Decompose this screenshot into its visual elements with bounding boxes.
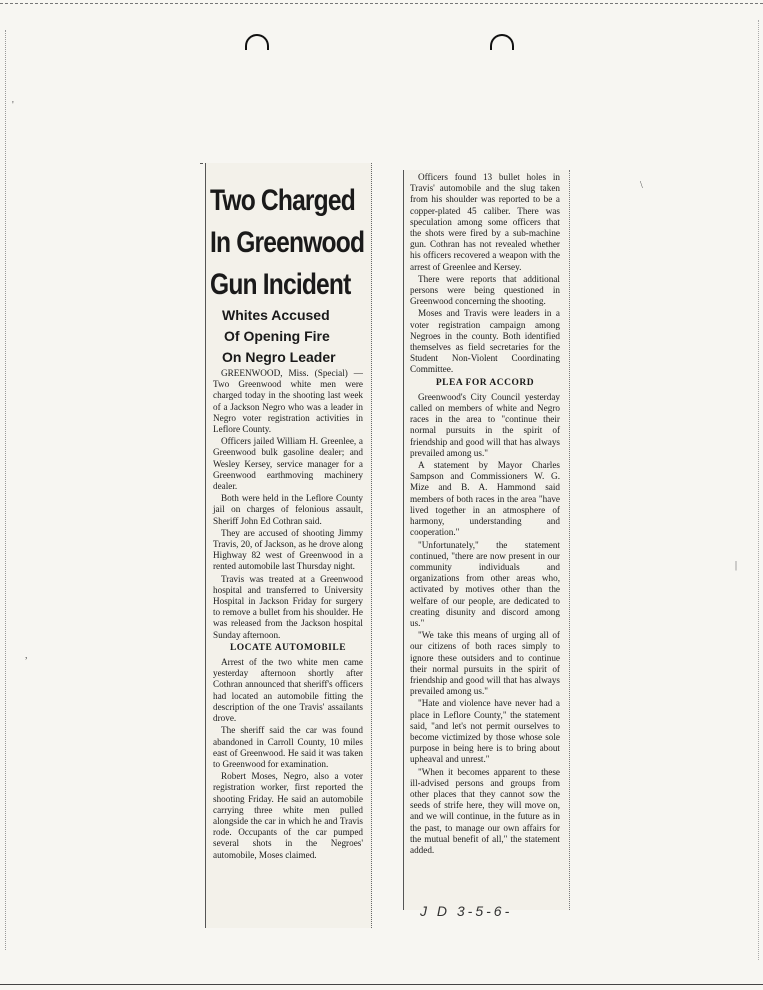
headline-line: In Greenwood [210, 226, 365, 259]
paragraph: They are accused of shooting Jimmy Travis, 20, of Jackson, as he drove along Highway 82 west of Greenwood in a rented automobile last Thursday night. [213, 527, 363, 572]
paragraph: A statement by Mayor Charles Sampson and Commissioners W. G. Mize and B. A. Hammond said members of both races in the area "have lived together in an atmosphere of harmony, understanding and cooperation." [410, 460, 560, 538]
paragraph: GREENWOOD, Miss. (Special) —Two Greenwood white men were charged today in the shooting last week of a Jackson Negro who was a leader in Negro voter registration activities in Leflore County. [213, 368, 363, 435]
scan-speck: \ [640, 180, 643, 191]
punch-hole-left [245, 34, 269, 50]
page-top-edge [0, 3, 763, 4]
subheadline-deck [222, 305, 362, 368]
article-body-left [213, 368, 363, 862]
paragraph: Travis was treated at a Greenwood hospital and transferred to University Hospital in Jackson Friday for surgery to remove a bullet from his shoulder. He was released from the Jackson hospital Sunday afternoon. [213, 573, 363, 640]
paragraph: Both were held in the Leflore County jail on charges of felonious assault, Sheriff John Ed Cothran said. [213, 493, 363, 526]
paragraph: Greenwood's City Council yesterday called on members of white and Negro races in the area to "continue their normal pursuits in the spirit of friendship and good will that has always prevailed among us." [410, 391, 560, 458]
paragraph: Arrest of the two white men came yesterday afternoon shortly after Cothran announced that sheriff's officers had located an automobile fitting the description of the one Travis' assailants drove. [213, 657, 363, 724]
article-body-right [410, 172, 560, 857]
page-left-edge [5, 30, 6, 950]
paragraph: There were reports that additional persons were being questioned in Greenwood concerning the shooting. [410, 273, 560, 307]
paragraph: "Unfortunately," the statement continued, "there are now present in our community individuals and organizations from other areas who, activated by motives other than the welfare of our people, are dedicated to creating disunity and discord among us." [410, 539, 560, 628]
deck-line: On Negro Leader [222, 349, 336, 365]
paragraph: "We take this means of urging all of our citizens of both races simply to ignore these outsiders and to continue their normal pursuits in the spirit of friendship and good will that has always prevailed among us." [410, 630, 560, 697]
section-subhead: PLEA FOR ACCORD [435, 377, 535, 388]
scan-speck: | [735, 560, 738, 571]
scan-speck: , [25, 650, 28, 661]
scan-speck: ' [12, 100, 14, 111]
page-right-edge [758, 20, 759, 960]
headline-line: Gun Incident [210, 268, 351, 301]
page-bottom-edge [0, 984, 763, 985]
punch-hole-right [490, 34, 514, 50]
deck-line: Whites Accused [222, 307, 330, 323]
section-subhead: LOCATE AUTOMOBILE [229, 642, 347, 653]
paragraph: "Hate and violence have never had a place in Leflore County," the statement said, "and let's not permit ourselves to become victimized by those whose sole purpose in being here is to bring about upheaval and unrest." [410, 698, 560, 765]
handwritten-date: J D 3-5-6- [420, 903, 513, 919]
paragraph: "When it becomes apparent to these ill-advised persons and groups from other places that they cannot sow the seeds of strife here, they will move on, and we will continue, in the future as in the past, to manage our own affairs for the mutual benefit of all," the statement added. [410, 766, 560, 855]
paragraph: Officers jailed William H. Greenlee, a Greenwood bulk gasoline dealer; and Wesley Kersey, service manager for a Greenwood earthmoving machinery dealer. [213, 436, 363, 492]
deck-line: Of Opening Fire [224, 328, 330, 344]
paragraph: Officers found 13 bullet holes in Travis' automobile and the slug taken from his shoulder was reported to be a copper-plated 45 caliber. There was speculation among some officers that the shots were fired by a sub-machine gun. Cothran has not revealed whether his officers recovered a weapon with the arrest of Greenlee and Kersey. [410, 172, 560, 272]
headline-line: Two Charged [210, 184, 355, 217]
headline [210, 180, 365, 306]
paragraph: Moses and Travis were leaders in a voter registration campaign among Negroes in the county. Both identified themselves as field secretaries for the Student Non-Violent Coordinating Committee. [410, 308, 560, 375]
paragraph: The sheriff said the car was found abandoned in Carroll County, 10 miles east of Greenwood. He said it was taken to Greenwood for examination. [213, 725, 363, 769]
paragraph: Robert Moses, Negro, also a voter registration worker, first reported the shooting Friday. He said an automobile carrying three white men pulled alongside the car in which he and Travis rode. Occupants of the car pumped several shots in the Negroes' automobile, Moses claimed. [213, 771, 363, 860]
